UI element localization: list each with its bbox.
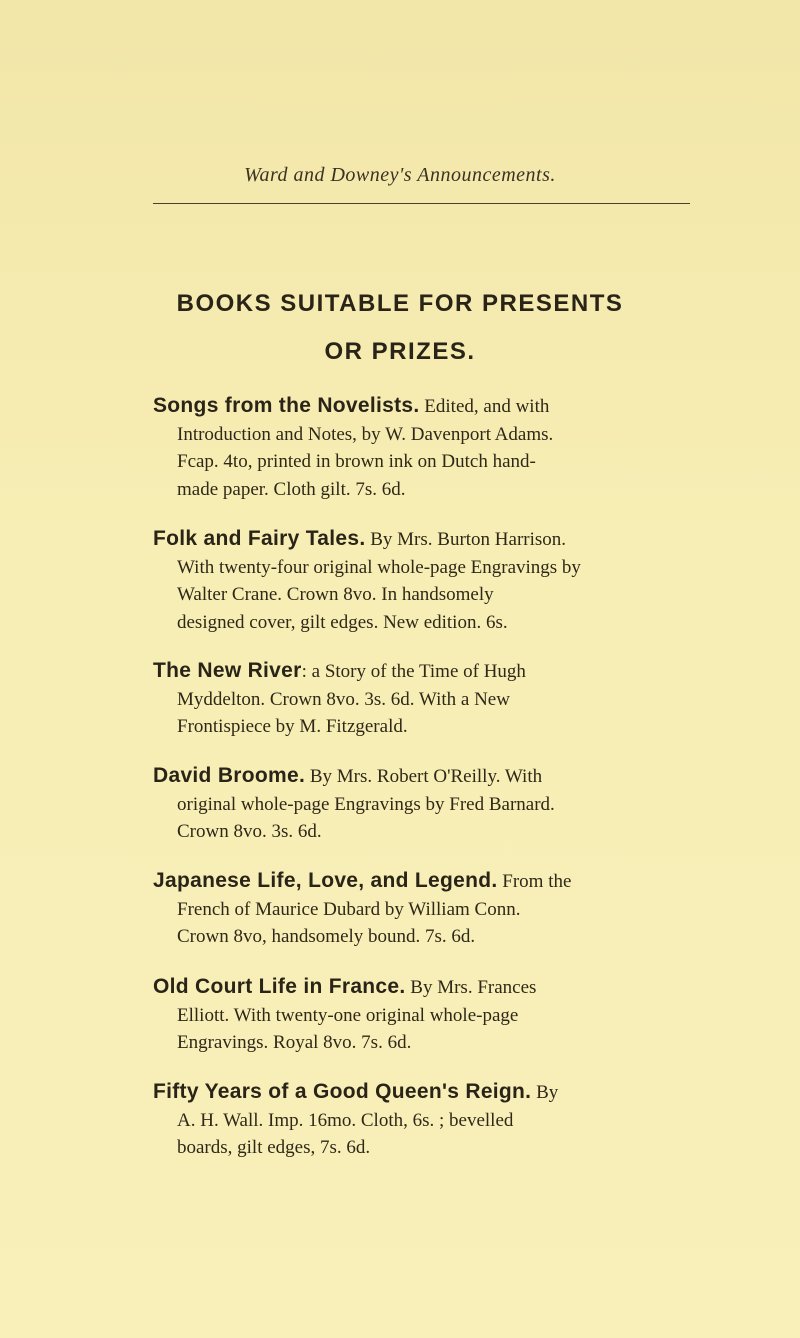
book-title: Fifty Years of a Good Queen's Reign. <box>153 1080 532 1103</box>
book-entry <box>153 762 653 846</box>
entry-text: Elliott. With twenty-one original whole-page <box>177 1004 519 1026</box>
book-title: Songs from the Novelists. <box>153 394 420 417</box>
entry-text: A. H. Wall. Imp. 16mo. Cloth, 6s. ; bevelled <box>177 1109 514 1131</box>
entry-text: Frontispiece by M. Fitzgerald. <box>177 716 408 737</box>
book-title: The New River <box>153 659 302 682</box>
entry-first-line <box>153 392 653 421</box>
entry-text: Introduction and Notes, by W. Davenport Adams. <box>177 423 554 445</box>
entry-text: Walter Crane. Crown 8vo. In handsomely <box>177 584 494 605</box>
entry-text: By <box>531 1082 559 1103</box>
book-entry <box>153 392 653 503</box>
book-entry <box>153 657 653 741</box>
entry-first-line <box>153 657 653 686</box>
entry-text: Myddelton. Crown 8vo. 3s. 6d. With a New <box>177 688 510 710</box>
entry-text: From the <box>497 871 572 892</box>
entry-text: original whole-page Engravings by Fred Barnard. <box>177 793 555 815</box>
book-title: Old Court Life in France. <box>153 975 406 998</box>
entry-first-line <box>153 762 653 791</box>
book-title: Folk and Fairy Tales. <box>153 527 366 550</box>
entry-text: By Mrs. Burton Harrison. <box>365 529 567 550</box>
entry-text: Crown 8vo, handsomely bound. 7s. 6d. <box>177 926 476 947</box>
entry-first-line <box>153 1078 653 1107</box>
entry-first-line <box>153 973 653 1002</box>
entry-text: By Mrs. Robert O'Reilly. With <box>305 766 543 787</box>
book-title: David Broome. <box>153 764 306 787</box>
book-entry <box>153 867 653 951</box>
book-entry <box>153 525 653 636</box>
entry-text: made paper. Cloth gilt. 7s. 6d. <box>177 478 406 500</box>
entry-text: Fcap. 4to, printed in brown ink on Dutch hand- <box>177 451 536 472</box>
section-title <box>0 280 800 376</box>
entry-text: French of Maurice Dubard by William Conn. <box>177 898 521 920</box>
entry-text: Edited, and with <box>419 396 550 417</box>
entry-first-line <box>153 525 653 554</box>
entry-text: designed cover, gilt edges. New edition. 6s. <box>177 611 508 633</box>
entry-text: Crown 8vo. 3s. 6d. <box>177 821 322 842</box>
book-title: Japanese Life, Love, and Legend. <box>153 869 498 892</box>
entry-text: By Mrs. Frances <box>405 977 537 998</box>
section-title-line-1: BOOKS SUITABLE FOR PRESENTS <box>176 290 624 317</box>
entry-text: boards, gilt edges, 7s. 6d. <box>177 1137 371 1158</box>
book-entry <box>153 1078 653 1162</box>
entry-text: : a Story of the Time of Hugh <box>301 661 526 682</box>
running-head: Ward and Downey's Announcements. <box>244 164 556 186</box>
entry-text: Engravings. Royal 8vo. 7s. 6d. <box>177 1032 412 1053</box>
section-title-line-2: OR PRIZES. <box>324 338 476 365</box>
header-rule <box>153 203 690 204</box>
entry-first-line <box>153 867 653 896</box>
entry-text: With twenty-four original whole-page Engravings by <box>177 556 581 578</box>
book-entry <box>153 973 653 1057</box>
